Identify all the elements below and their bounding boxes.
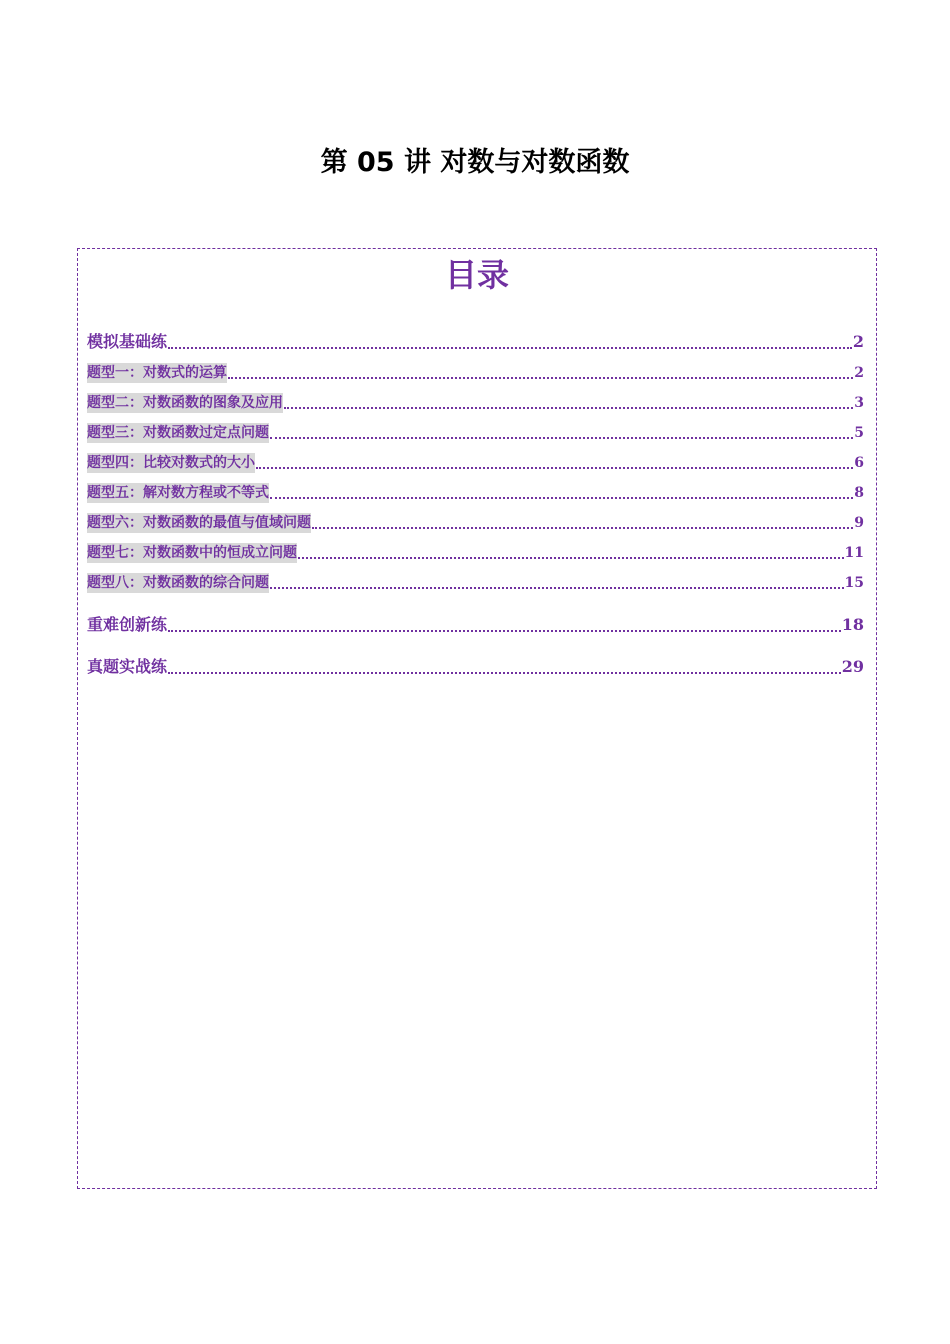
toc-page-number: 2 bbox=[854, 365, 864, 381]
toc-entry-type-2[interactable] bbox=[87, 393, 864, 413]
toc-leader-dots bbox=[228, 377, 853, 379]
toc-entry-mock-basic[interactable] bbox=[87, 331, 864, 353]
toc-entry-type-5[interactable] bbox=[87, 483, 864, 503]
toc-entry-real-exam[interactable] bbox=[87, 656, 864, 678]
toc-entry-hard-innovation[interactable] bbox=[87, 614, 864, 636]
toc-page-number: 5 bbox=[854, 425, 864, 441]
toc-entry-label: 模拟基础练 bbox=[87, 332, 168, 351]
toc-entry-type-6[interactable] bbox=[87, 513, 864, 533]
toc-page-number: 18 bbox=[841, 615, 864, 634]
toc-entry-label: 题型八：对数函数的综合问题 bbox=[87, 575, 269, 591]
toc-leader-dots bbox=[168, 347, 852, 349]
toc-entry-type-3[interactable] bbox=[87, 423, 864, 443]
toc-entry-label: 题型五：解对数方程或不等式 bbox=[87, 485, 269, 501]
toc-leader-dots bbox=[270, 437, 853, 439]
toc-page-number: 11 bbox=[844, 545, 864, 561]
toc-entry-label: 重难创新练 bbox=[87, 615, 168, 634]
toc-page-number: 15 bbox=[844, 575, 864, 591]
toc-leader-dots bbox=[256, 467, 853, 469]
toc-page-number: 2 bbox=[852, 332, 864, 351]
toc-page-number: 9 bbox=[854, 515, 864, 531]
page-title: 第 05 讲 对数与对数函数 bbox=[320, 147, 630, 178]
toc-entry-label: 题型三：对数函数过定点问题 bbox=[87, 425, 269, 441]
toc-page-number: 29 bbox=[841, 657, 864, 676]
toc-entry-label: 真题实战练 bbox=[87, 657, 168, 676]
toc-entry-type-1[interactable] bbox=[87, 363, 864, 383]
toc-leader-dots bbox=[298, 557, 844, 559]
table-of-contents bbox=[77, 248, 877, 1189]
toc-heading: 目录 bbox=[444, 256, 509, 294]
toc-entry-type-4[interactable] bbox=[87, 453, 864, 473]
toc-leader-dots bbox=[168, 672, 841, 674]
toc-entry-label: 题型七：对数函数中的恒成立问题 bbox=[87, 545, 297, 561]
toc-page-number: 6 bbox=[854, 455, 864, 471]
toc-entry-label: 题型四：比较对数式的大小 bbox=[87, 455, 255, 471]
toc-leader-dots bbox=[270, 497, 853, 499]
toc-page-number: 3 bbox=[854, 395, 864, 411]
toc-page-number: 8 bbox=[854, 485, 864, 501]
toc-entry-type-8[interactable] bbox=[87, 573, 864, 593]
toc-entry-label: 题型二：对数函数的图象及应用 bbox=[87, 395, 283, 411]
toc-leader-dots bbox=[284, 407, 853, 409]
toc-leader-dots bbox=[168, 630, 841, 632]
toc-entry-label: 题型六：对数函数的最值与值域问题 bbox=[87, 515, 311, 531]
toc-entry-type-7[interactable] bbox=[87, 543, 864, 563]
toc-leader-dots bbox=[312, 527, 853, 529]
toc-entry-label: 题型一：对数式的运算 bbox=[87, 365, 227, 381]
toc-leader-dots bbox=[270, 587, 844, 589]
